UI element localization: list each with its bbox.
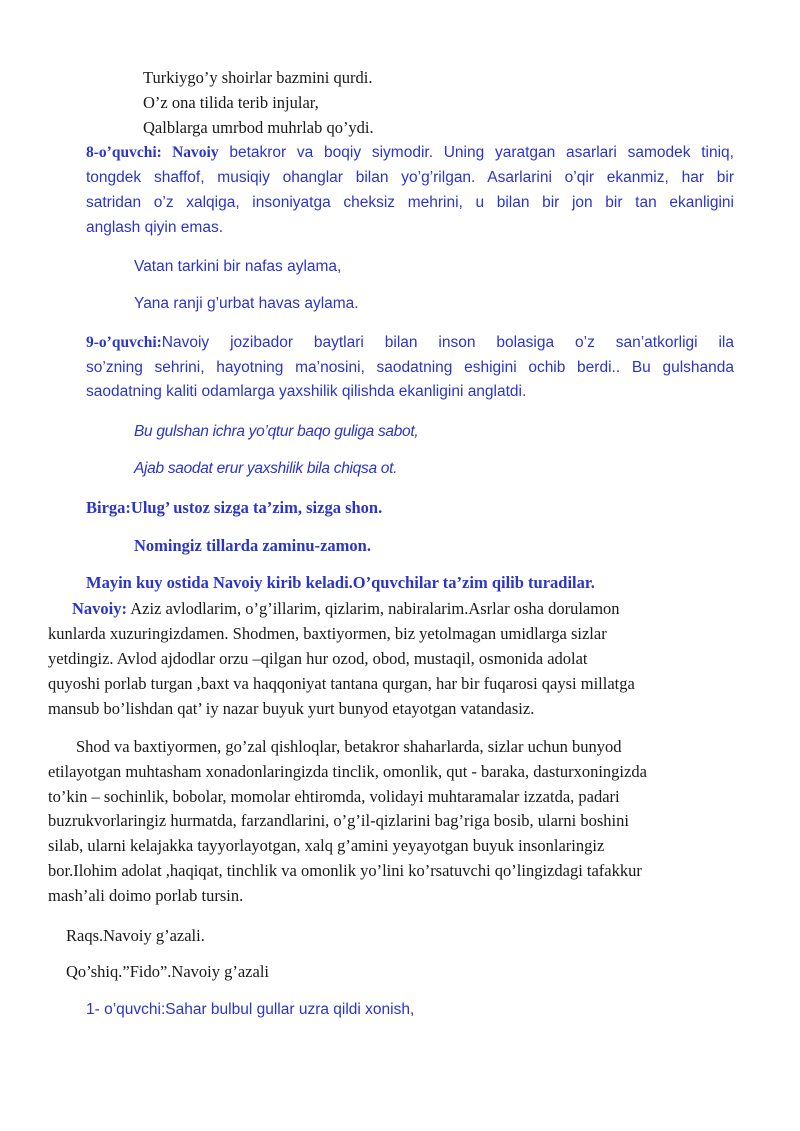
navoiy-line-3: yetdingiz. Avlod ajdodlar orzu –qilgan hur ozod, obod, mustaqil, osmonida adolat — [48, 649, 588, 668]
s9-line-2: so’zning sehrini, hayotning ma’nosini, saodatning eshigini ochib berdi.. Bu gulshanda — [86, 359, 734, 376]
navoiy-line-5: mansub bo’lishdan qat’ iy nazar buyuk yurt bunyod etayotgan vatandasiz. — [48, 699, 535, 718]
together-line-2: Nomingiz tillarda zaminu-zamon. — [134, 536, 371, 555]
s8-line-2: tongdek shaffof, musiqiy ohanglar bilan yo’g’rilgan. Asarlarini o’qir ekanmiz, har bir — [86, 169, 734, 186]
navoiy-text-1: Aziz avlodlarim, o’g’illarim, qizlarim, nabiralarim.Asrlar osha dorulamon — [127, 599, 620, 618]
s8-line-3: satridan o’z xalqiga, insoniyatga cheksiz mehrini, u bilan bir jon bir tan ekanligini — [86, 194, 734, 211]
s9-verse-2: Ajab saodat erur yaxshilik bila chiqsa ot. — [134, 460, 398, 477]
navoiy-p2-line-7: mash’ali doimo porlab tursin. — [48, 886, 244, 905]
s9-speaker: 9-o’quvchi: — [86, 334, 162, 351]
navoiy-line-2: kunlarda xuzuringizdamen. Shodmen, baxtiyormen, biz yetolmagan umidlarga sizlar — [48, 624, 607, 643]
dance-line: Raqs.Navoiy g’azali. — [66, 926, 205, 945]
navoiy-p2-line-5: silab, ularni kelajakka tayyorlayotgan, xalq g’amini yeyayotgan buyuk insonlaringiz — [48, 836, 605, 855]
navoiy-line-4: quyoshi porlab turgan ,baxt va haqqoniyat tantana qurgan, har bir fuqarosi qaysi millatga — [48, 674, 635, 693]
s8-line-4: anglash qiyin emas. — [86, 219, 223, 236]
s8-text-1: betakror va boqiy siymodir. Uning yaratgan asarlari samodek tiniq, — [218, 144, 734, 161]
poem-line-3: Qalblarga umrbod muhrlab qo’ydi. — [143, 118, 374, 137]
s1-line: 1- o’quvchi:Sahar bulbul gullar uzra qildi xonish, — [86, 1001, 415, 1018]
s8-verse-1: Vatan tarkini bir nafas aylama, — [134, 258, 342, 275]
s8-speaker: 8-o’quvchi: Navoiy — [86, 144, 219, 161]
s9-line-3: saodatning kaliti odamlarga yaxshilik qilishda ekanligini anglatdi. — [86, 383, 527, 400]
navoiy-p2-line-4: buzrukvorlaringiz hurmatda, farzandlarini, o’g’il-qizlarini bag’riga bosib, ularni boshini — [48, 811, 629, 830]
s8-verse-2: Yana ranji g’urbat havas aylama. — [134, 295, 359, 312]
s9-line-1 — [86, 332, 734, 354]
navoiy-p2-line-3: to’kin – sochinlik, bobolar, momolar ehtiromda, volidayi muhtaramalar izzatda, padari — [48, 787, 620, 806]
s9-text-1: Navoiy jozibador baytlari bilan inson bolasiga o’z san’atkorligi ila — [161, 334, 734, 351]
navoiy-p2-line-6: bor.Ilohim adolat ,haqiqat, tinchlik va omonlik yo’lini ko’rsatuvchi qo’lingizdagi tafakkur — [48, 861, 642, 880]
song-line: Qo’shiq.”Fido”.Navoiy g’azali — [66, 962, 269, 981]
navoiy-p2-line-2: etilayotgan muhtasham xonadonlaringizda tinclik, omonlik, qut - baraka, dasturxoningizda — [48, 762, 647, 781]
poem-line-2: O’z ona tilida terib injular, — [143, 93, 319, 112]
navoiy-p2-line-1: Shod va baxtiyormen, go’zal qishloqlar, betakror shaharlarda, sizlar uchun bunyod — [76, 737, 622, 756]
together-line-1: Birga:Ulug’ ustoz sizga ta’zim, sizga shon. — [86, 498, 383, 517]
navoiy-speaker: Navoiy: — [72, 599, 127, 618]
navoiy-line-1 — [72, 598, 620, 620]
poem-line-1: Turkiygo’y shoirlar bazmini qurdi. — [143, 68, 373, 87]
s9-verse-1: Bu gulshan ichra yo’qtur baqo guliga sabot, — [134, 423, 419, 440]
stage-direction: Mayin kuy ostida Navoiy kirib keladi.O’quvchilar ta’zim qilib turadilar. — [86, 573, 595, 592]
s8-line-1 — [86, 142, 734, 164]
